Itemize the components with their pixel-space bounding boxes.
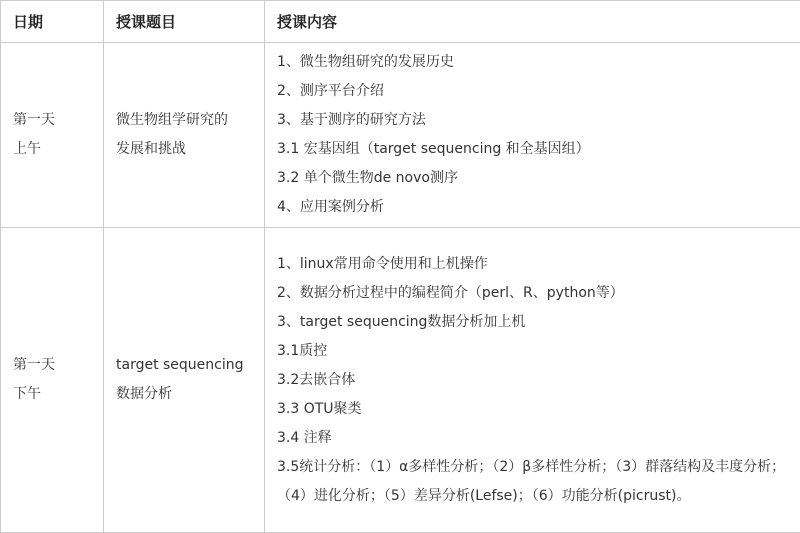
content-cell (265, 43, 800, 228)
content-line: 3、基于测序的研究方法 (277, 106, 788, 135)
date-cell (1, 228, 104, 533)
date-day: 第一天 (13, 351, 91, 380)
content-line: 3.1 宏基因组（target sequencing 和全基因组） (277, 135, 788, 164)
date-cell (1, 43, 104, 228)
header-row (1, 1, 800, 43)
topic-line: target sequencing (116, 351, 252, 380)
topic-cell (104, 228, 265, 533)
content-line: 3.5统计分析：（1）α多样性分析；（2）β多样性分析；（3）群落结构及丰度分析；（4）进化分析；（5）差异分析(Lefse)；（6）功能分析(picrust)。 (277, 453, 788, 511)
content-line: 2、数据分析过程中的编程简介（perl、R、python等） (277, 279, 788, 308)
date-period: 下午 (13, 380, 91, 409)
table-row (1, 43, 800, 228)
content-line: 3.3 OTU聚类 (277, 395, 788, 424)
date-period: 上午 (13, 135, 91, 164)
content-line: 1、linux常用命令使用和上机操作 (277, 250, 788, 279)
topic-line: 微生物组学研究的 (116, 106, 252, 135)
header-topic: 授课题目 (104, 1, 265, 43)
date-day: 第一天 (13, 106, 91, 135)
content-line: 3.4 注释 (277, 424, 788, 453)
topic-cell (104, 43, 265, 228)
content-line: 3、target sequencing数据分析加上机 (277, 308, 788, 337)
table-row (1, 228, 800, 533)
header-content: 授课内容 (265, 1, 800, 43)
content-line: 3.2 单个微生物de novo测序 (277, 164, 788, 193)
topic-line: 数据分析 (116, 380, 252, 409)
content-line: 4、应用案例分析 (277, 193, 788, 222)
header-date: 日期 (1, 1, 104, 43)
content-line: 3.1质控 (277, 337, 788, 366)
content-line: 1、微生物组研究的发展历史 (277, 48, 788, 77)
topic-line: 发展和挑战 (116, 135, 252, 164)
content-line: 2、测序平台介绍 (277, 77, 788, 106)
content-line: 3.2去嵌合体 (277, 366, 788, 395)
content-cell (265, 228, 800, 533)
